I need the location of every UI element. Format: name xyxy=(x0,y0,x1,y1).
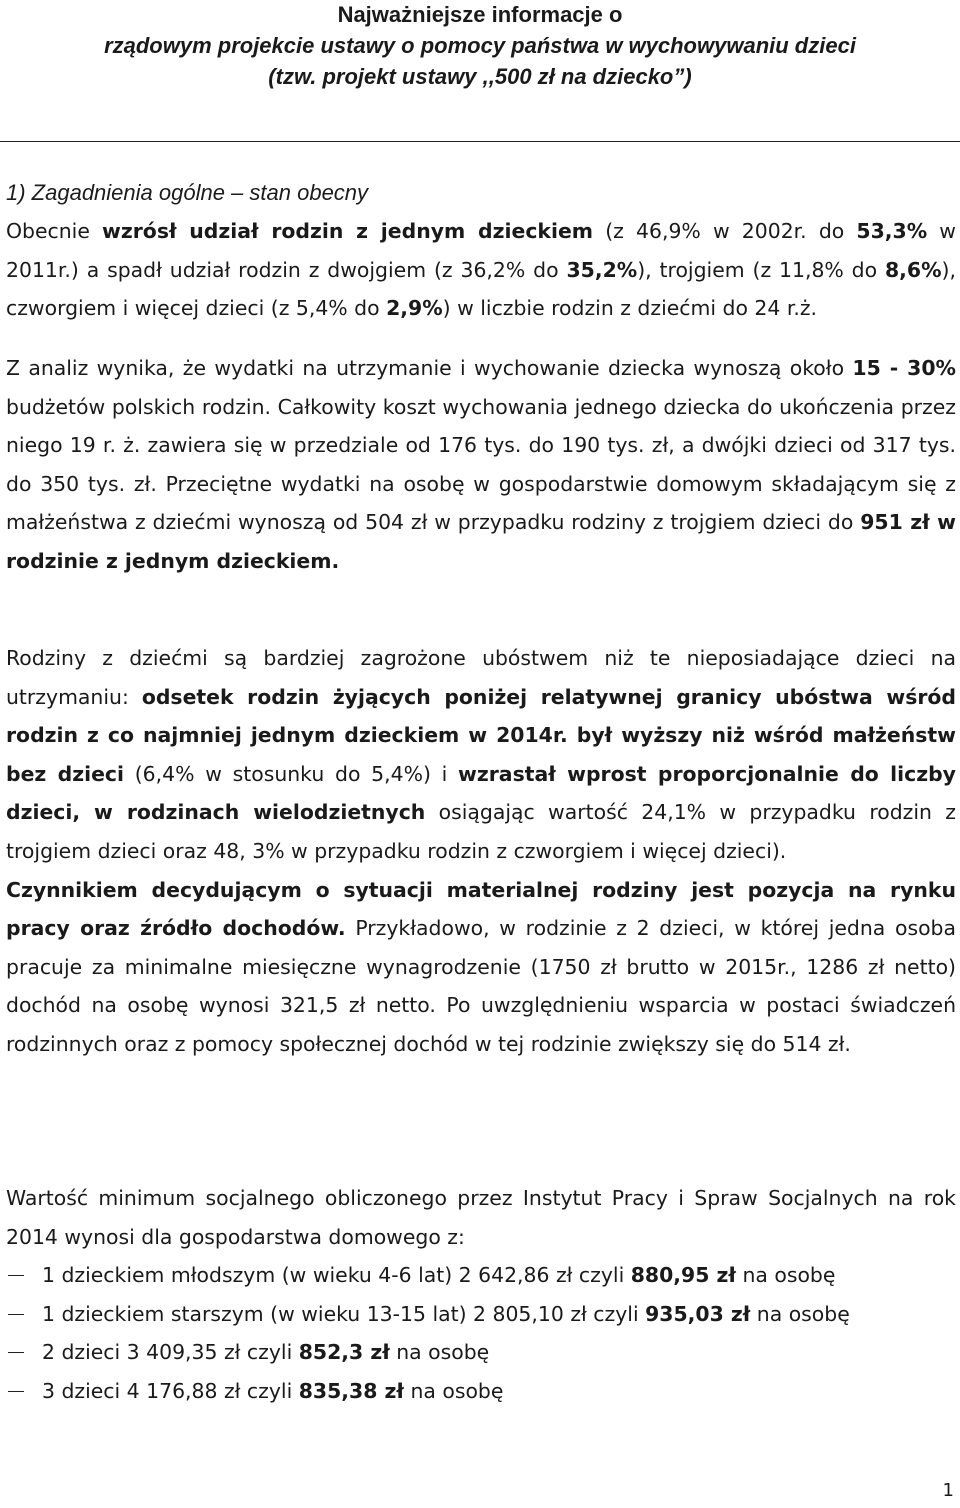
paragraph-social-minimum: Wartość minimum socjalnego obliczonego przez Instytut Pracy i Spraw Socjalnych na rok 2014 wynosi dla gospodarstwa domowego z: xyxy=(6,1186,956,1249)
bold-text-run: 2,9% xyxy=(386,296,443,321)
text-run: na osobę xyxy=(403,1378,504,1403)
bold-text-run: 852,3 zł xyxy=(298,1340,390,1365)
text-run: na osobę xyxy=(389,1340,490,1365)
paragraph-child-costs xyxy=(6,349,956,581)
list-item-text xyxy=(42,1379,503,1403)
title-divider xyxy=(0,141,960,142)
bold-text-run: odsetek rodzin żyjących poniżej relatywnej granicy ubóstwa wśród rodzin z co najmniej jednym dzieckiem w 2014r. był wyższy niż wśród małżeństw bez dzieci xyxy=(6,684,956,786)
bold-text-run: 880,95 zł xyxy=(630,1263,736,1287)
bold-text-run: wzrastał wprost proporcjonalnie do liczby dzieci, w rodzinach wielodzietnych xyxy=(6,761,956,825)
text-run: 2 dzieci 3 409,35 zł czyli xyxy=(42,1340,299,1365)
text-run: Rodziny z dziećmi są bardziej zagrożone ubóstwem niż te nieposiadające dzieci na utrzymaniu: xyxy=(6,646,956,709)
text-run: 1 dzieckiem młodszym (w wieku 4-6 lat) 2 642,86 zł czyli xyxy=(42,1263,631,1287)
text-run: (6,4% w stosunku do 5,4%) i xyxy=(124,761,459,786)
text-run: Przykładowo, w rodzinie z 2 dzieci, w której jedna osoba pracuje za minimalne miesięczne wynagrodzenie (1750 zł brutto w 2015r., 1286 zł netto) dochód na osobę wynosi 321,5 zł netto. Po uwzględnieniu wsparcia w postaci świadczeń rodzinnych oraz z pomocy społecznej dochód w tej rodzinie zwiększy się do 514 zł. xyxy=(6,916,956,1056)
list-item xyxy=(6,1372,956,1411)
text-run: ), czworgiem i więcej dzieci (z 5,4% do xyxy=(6,257,956,321)
list-item xyxy=(6,1256,956,1295)
text-run: na osobę xyxy=(735,1263,836,1287)
dash-bullet xyxy=(8,1314,24,1315)
bold-text-run: 35,2% xyxy=(566,257,638,282)
page-number: 1 xyxy=(942,1480,954,1501)
social-minimum-list xyxy=(6,1256,956,1410)
text-run: 1 dzieckiem starszym (w wieku 13-15 lat) 2 805,10 zł czyli xyxy=(42,1301,646,1326)
paragraph-poverty-risk xyxy=(6,639,956,1064)
document-title-line-1: Najważniejsze informacje o xyxy=(337,2,623,27)
text-run: ), trojgiem (z 11,8% do xyxy=(637,257,885,282)
list-item-text xyxy=(42,1340,489,1364)
bold-text-run: wzrósł udział rodzin z jednym dzieckiem xyxy=(102,219,594,243)
list-item-text xyxy=(42,1263,835,1287)
text-run: Z analiz wynika, że wydatki na utrzymanie i wychowanie dziecka wynoszą około xyxy=(6,356,853,380)
text-run: ) w liczbie rodzin z dziećmi do 24 r.ż. xyxy=(442,296,818,321)
paragraph-family-structure xyxy=(6,212,956,328)
section-heading: 1) Zagadnienia ogólne – stan obecny xyxy=(6,180,369,205)
text-run: osiągając wartość 24,1% w przypadku rodzin z trojgiem dzieci oraz 48, 3% w przypadku rodzin z czworgiem i więcej dzieci). xyxy=(6,800,957,863)
list-item-text xyxy=(42,1302,850,1326)
dash-bullet xyxy=(8,1275,24,1276)
text-run: budżetów polskich rodzin. Całkowity koszt wychowania jednego dziecka do ukończenia przez niego 19 r. ż. zawiera się w przedziale od 176 tys. do 190 tys. zł, a dwójki dzieci od 317 tys. do 350 tys. zł. Przeciętne wydatki na osobę w gospodarstwie domowym składającym się z małżeństwa z dziećmi wynoszą od 504 zł w przypadku rodziny z trojgiem dzieci do xyxy=(6,394,956,535)
text-run: (z 46,9% w 2002r. do xyxy=(593,219,857,243)
bold-text-run: 15 - 30% xyxy=(852,356,956,380)
bold-text-run: 951 zł w rodzinie z jednym dzieckiem. xyxy=(6,510,956,573)
document-title-line-3: (tzw. projekt ustawy ,,500 zł na dziecko”) xyxy=(268,64,692,89)
bold-text-run: 835,38 zł xyxy=(298,1378,404,1403)
bold-text-run: 935,03 zł xyxy=(645,1301,751,1326)
bold-text-run: 8,6% xyxy=(884,257,942,282)
list-item xyxy=(6,1295,956,1334)
dash-bullet xyxy=(8,1352,24,1353)
bold-text-run: Czynnikiem decydującym o sytuacji materialnej rodziny jest pozycja na rynku pracy oraz źródło dochodów. xyxy=(6,877,956,941)
text-run: 3 dzieci 4 176,88 zł czyli xyxy=(42,1378,299,1403)
text-run: na osobę xyxy=(750,1301,850,1326)
text-run: Obecnie xyxy=(6,219,103,243)
bold-text-run: 53,3% xyxy=(856,219,928,243)
dash-bullet xyxy=(8,1391,24,1392)
document-title-line-2: rządowym projekcie ustawy o pomocy państwa w wychowywaniu dzieci xyxy=(104,33,856,58)
list-item xyxy=(6,1333,956,1372)
text-run: w 2011r.) a spadł udział rodzin z dwojgiem (z 36,2% do xyxy=(6,219,956,282)
